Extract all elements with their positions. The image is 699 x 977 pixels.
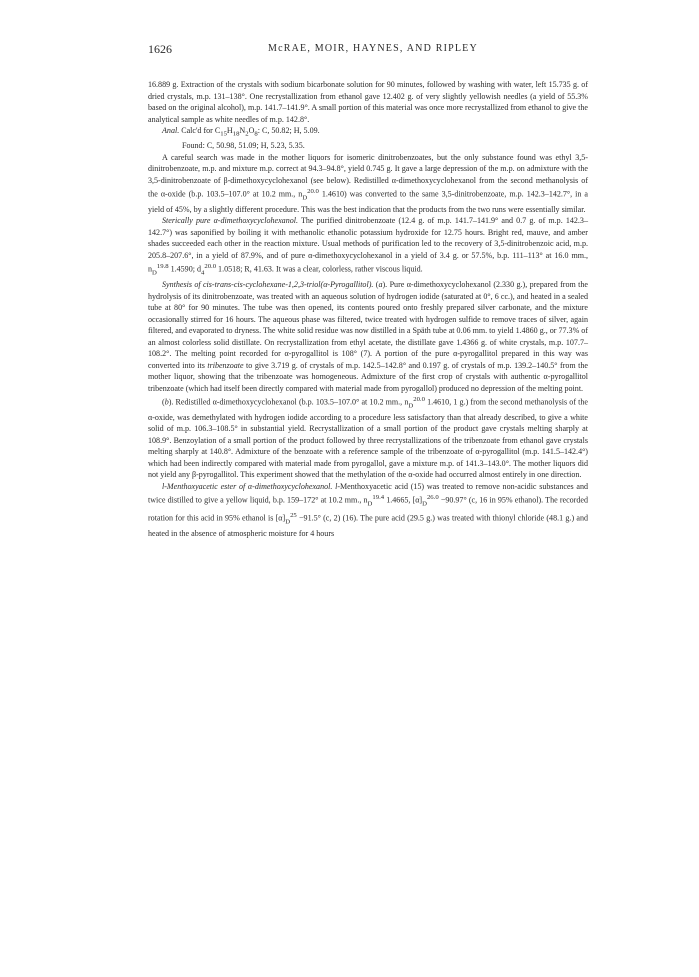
paragraph-2: Found: C, 50.98, 51.09; H, 5.23, 5.35. [182, 141, 305, 151]
page-number: 1626 [148, 42, 172, 56]
paragraph-6: (b). Redistilled α-dimethoxycyclohexanol (b.p. 103.5–107.0° at 10.2 mm., $n_D^{20.0}$ 1.4610, 1 g.) from the second methanolysis of the α-oxide, was demethylated with hydrogen iodide according to a procedure less satisfactory than that already described, to give a white solid of m.p. 106.3–108.5° in substantial yield. Recrystallization of a small portion of the product gave crystals melting sharply at 108.9°. Benzoylation of a small portion of the product followed by three recrystallizations of the tribenzoate from ethanol gave crystals melting sharply at 140.8°. Admixture of the benzoate with a reference sample of the tribenzoate of α-pyrogallitol (m.p. 141.5–142.4°) which had been indirectly compared with material made from pyrogallol, gave a mixture m.p. of 141.3–143.0°. The mother liquors did not yield any β-pyrogallitol. This experiment showed that the methylation of the α-oxide had occurred almost entirely in one direction. [148, 396, 588, 480]
paragraph-5: Synthesis of cis-trans-cis-cyclohexane-1,2,3-triol(α-Pyrogallitol). (a). Pure α-dimethoxycyclohexanol (2.330 g.), prepared from the hydrolysis of its dinitrobenzoate, was treated with an aqueous solution of hydrogen iodide (saturated at 0°, 6 cc.), and heated in a sealed tube at 80° for 90 minutes. The tube was then opened, its contents poured onto freshly prepared silver carbonate, and the mixture occasionally stirred for 16 hours. The aqueous phase was filtered, twice treated with hydrogen sulfide to remove traces of silver, again filtered, and evaporated to dryness. The white solid residue was now distilled in a Späth tube at 0.06 mm. to yield 1.4860 g., or 77.3% of an almost colorless solid distillate. On recrystallization from ethyl acetate, the distillate gave 1.4366 g. of white crystals, m.p. 107.7–108.2°. The melting point recorded for α-pyrogallitol is 108° (7). A portion of the pure α-pyrogallitol prepared in this way was converted into its tribenzoate to give 3.719 g. of crystals of m.p. 142.5–142.8° and 0.197 g. of crystals of m.p. 139.2–140.5° from the mother liquor, showing that the tribenzoate was homogeneous. Admixture of the first crop of crystals with authentic α-pyrogallitol tribenzoate (which had itself been directly compared with material made from pyrogallol) produced no depression of the melting point. [148, 280, 588, 393]
article-body [148, 79, 588, 540]
page-header [148, 42, 588, 58]
paragraph-4: Sterically pure α-dimethoxycyclohexanol. The purified dinitrobenzoate (12.4 g. of m.p. 141.7–141.9° and 0.7 g. of m.p. 142.3–142.7°) was saponified by boiling it with methanolic ethanolic potassium hydroxide for 12.75 hours. Bright red, mauve, and amber shades succeeded each other in the reaction mixture. Usual methods of purification led to the recovery of 3,5-dinitrobenzoic acid, m.p. 205.8–207.6°, in a yield of 87.9%, and of pure α-dimethoxycyclohexanol in a yield of 3.4 g. or 57.5%, b.p. 111–113° at 16.0 mm., $n_D^{19.8}$ 1.4590; $d_4^{20.0}$ 1.0518; R, 41.63. It was a clear, colorless, rather viscous liquid. [148, 216, 588, 277]
running-head: McRAE, MOIR, HAYNES, AND RIPLEY [268, 43, 478, 54]
paragraph-7: l-Menthoxyacetic ester of α-dimethoxycyclohexanol. l-Menthoxyacetic acid (15) was treated to remove non-acidic substances and twice distilled to give a yellow liquid, b.p. 159–172° at 10.2 mm., $n_D^{19.4}$ 1.4665, $[\alpha]_D^{26.0} -90.97^\circ$ (c, 16 in 95% ethanol). The recorded rotation for this acid in 95% ethanol is $[\alpha]_D^{25} -91.5^\circ$ (c, 2) (16). The pure acid (29.5 g.) was treated with thionyl chloride (48.1 g.) and heated in the absence of atmospheric moisture for 4 hours [148, 481, 589, 539]
paragraph-3: A careful search was made in the mother liquors for isomeric dinitrobenzoates, but the only substance found was ethyl 3,5-dinitrobenzoate, m.p. and mixture m.p. correct at 94.3–94.8°, yield 0.745 g. It gave a large depression of the m.p. on admixture with the 3,5-dinitrobenzoate of β-dimethoxycyclohexanol (see below). Redistilled α-dimethoxycyclohexanol from the second methanolysis of the α-oxide (b.p. 103.5–107.0° at 10.2 mm., $n_D^{20.0}$ 1.4610) was converted to the same 3,5-dinitrobenzoate, m.p. 142.3–142.7°, in a yield of 45%, by a slightly different procedure. This was the best indication that the products from the two runs were essentially similar. [148, 152, 589, 214]
paragraph-0: 16.889 g. Extraction of the crystals with sodium bicarbonate solution for 90 minutes, followed by washing with water, left 15.735 g. of dried crystals, m.p. 131–138°. One recrystallization from ethanol gave 12.402 g. of very slightly yellowish needles (a yield of 55.3% based on the original alcohol), m.p. 141.7–141.9°. A small portion of this material was once more recrystallized from ethanol to give the analytical sample as white needles of m.p. 142.8°. [148, 80, 588, 124]
paragraph-1: Anal. Calc'd for $C_{15}H_{18}N_2O_8$: C, 50.82; H, 5.09. [162, 126, 320, 138]
